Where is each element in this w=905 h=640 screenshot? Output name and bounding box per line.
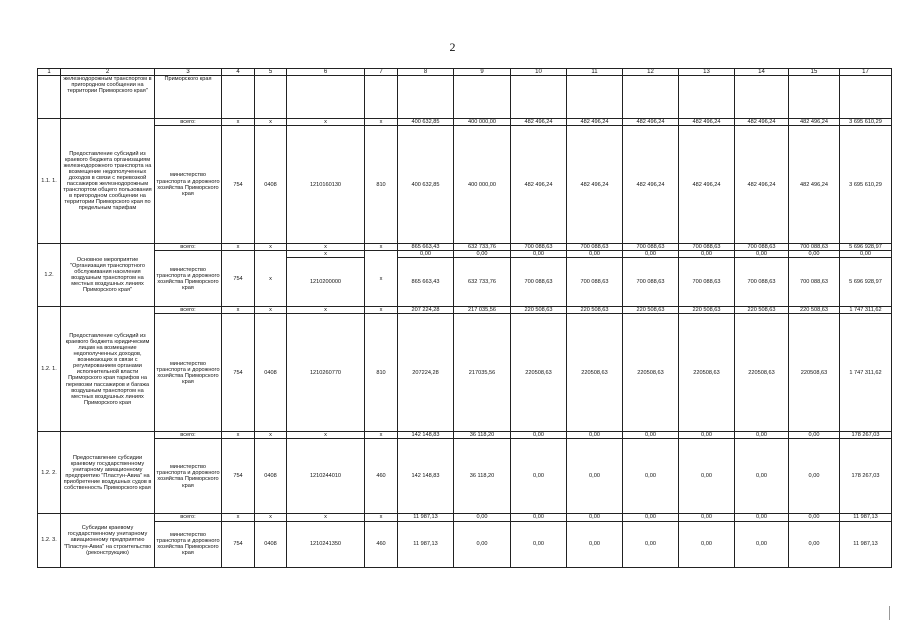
value-cell: 0,00: [789, 432, 840, 439]
value-cell: 400 000,00: [454, 126, 511, 244]
value-cell: 632 733,76: [454, 244, 511, 251]
value-cell: 700 088,63: [567, 258, 623, 307]
value-cell: 482 496,24: [679, 119, 735, 126]
row-id: 1.2. 3.: [38, 514, 61, 567]
value-cell: 3 695 610,29: [840, 119, 892, 126]
value-cell: 3 695 610,29: [840, 126, 892, 244]
cell-x: x: [365, 307, 398, 314]
code-cell: 754: [222, 521, 255, 567]
value-cell: 220508,63: [789, 314, 840, 432]
value-cell: 142 148,83: [398, 432, 454, 439]
table-row: [38, 119, 892, 126]
table-row: [38, 432, 892, 439]
executor-cell: министерство транспорта и дорожного хозяйства Приморского края: [155, 251, 222, 307]
row-id: 1.2. 1.: [38, 307, 61, 432]
value-cell: 482 496,24: [623, 119, 679, 126]
col-num: 12: [623, 69, 679, 76]
cell-empty: [287, 76, 365, 119]
total-label: всего:: [155, 432, 222, 439]
col-num: 11: [567, 69, 623, 76]
value-cell: 0,00: [623, 439, 679, 514]
value-cell: 36 118,20: [454, 439, 511, 514]
cell-empty: [623, 76, 679, 119]
col-num: 9: [454, 69, 511, 76]
cell-x: x: [287, 307, 365, 314]
value-cell: 700 088,63: [789, 258, 840, 307]
executor-cell: министерство транспорта и дорожного хозяйства Приморского края: [155, 126, 222, 244]
value-cell: 220 508,63: [511, 307, 567, 314]
code-cell: 1210160130: [287, 126, 365, 244]
value-cell: 0,00: [679, 514, 735, 521]
col-num: 7: [365, 69, 398, 76]
col-num: 6: [287, 69, 365, 76]
value-cell: 0,00: [623, 514, 679, 521]
col-num: 3: [155, 69, 222, 76]
value-cell: 220508,63: [567, 314, 623, 432]
value-cell: 0,00: [789, 521, 840, 567]
value-cell: 0,00: [735, 432, 789, 439]
value-cell: 0,00: [735, 521, 789, 567]
value-cell: 0,00: [735, 514, 789, 521]
value-cell: 865 663,43: [398, 244, 454, 251]
cell-x: x: [287, 244, 365, 251]
value-cell: 0,00: [735, 439, 789, 514]
value-cell: 700 088,63: [679, 258, 735, 307]
value-cell: 220 508,63: [567, 307, 623, 314]
value-cell: 0,00: [623, 521, 679, 567]
cell-x: x: [287, 119, 365, 126]
cell-empty: [365, 76, 398, 119]
value-cell: 700 088,63: [511, 258, 567, 307]
cell-x: x: [365, 244, 398, 251]
value-cell: 11 987,13: [840, 521, 892, 567]
code-cell: x: [255, 251, 287, 307]
cell-empty: [38, 76, 61, 119]
value-cell: 0,00: [567, 521, 623, 567]
value-cell: 400 000,00: [454, 119, 511, 126]
value-cell: 0,00: [840, 251, 892, 258]
total-label: всего:: [155, 514, 222, 521]
code-cell: 810: [365, 126, 398, 244]
value-cell: 482 496,24: [567, 126, 623, 244]
total-label: всего:: [155, 119, 222, 126]
col-num: 4: [222, 69, 255, 76]
cell-x: x: [255, 514, 287, 521]
cell-empty: [567, 76, 623, 119]
cell-x: x: [365, 432, 398, 439]
cell-x: x: [255, 432, 287, 439]
value-cell: 217035,56: [454, 314, 511, 432]
value-cell: 482 496,24: [679, 126, 735, 244]
value-cell: 865 663,43: [398, 258, 454, 307]
value-cell: 11 987,13: [398, 514, 454, 521]
cell-x: x: [222, 244, 255, 251]
scan-edge-mark: [889, 606, 890, 620]
value-cell: 482 496,24: [567, 119, 623, 126]
value-cell: 0,00: [679, 432, 735, 439]
row-name: Основное мероприятие "Организация транспортного обслуживания населения воздушным транспортом на местных воздушных линиях Приморского края": [61, 244, 155, 307]
cell-x: x: [287, 251, 365, 258]
value-cell: 36 118,20: [454, 432, 511, 439]
executor-cell: министерство транспорта и дорожного хозяйства Приморского края: [155, 521, 222, 567]
col-num: 8: [398, 69, 454, 76]
cell-empty: [255, 76, 287, 119]
value-cell: 0,00: [567, 514, 623, 521]
table-row: [38, 244, 892, 251]
col-num: 15: [789, 69, 840, 76]
col-num: 13: [679, 69, 735, 76]
column-number-row: [38, 69, 892, 76]
value-cell: 0,00: [511, 514, 567, 521]
value-cell: 482 496,24: [511, 126, 567, 244]
value-cell: 700 088,63: [623, 244, 679, 251]
executor-cell: министерство транспорта и дорожного хозяйства Приморского края: [155, 439, 222, 514]
value-cell: 482 496,24: [789, 126, 840, 244]
value-cell: 5 696 928,97: [840, 258, 892, 307]
col-num: 2: [61, 69, 155, 76]
table-row: [38, 514, 892, 521]
value-cell: 220508,63: [679, 314, 735, 432]
value-cell: 5 696 928,97: [840, 244, 892, 251]
value-cell: 217 035,56: [454, 307, 511, 314]
value-cell: 0,00: [454, 514, 511, 521]
value-cell: 482 496,24: [789, 119, 840, 126]
col-num: 5: [255, 69, 287, 76]
value-cell: 482 496,24: [623, 126, 679, 244]
cell-x: x: [255, 119, 287, 126]
code-cell: 1210260770: [287, 314, 365, 432]
row-name: Предоставление субсидий из краевого бюджета юридическим лицам на возмещение недополученных доходов, возникающих в связи с регулированием органами исполнительной власти Приморского края тарифов на перевозки пассажиров и багажа воздушным транспортом на местных воздушных линиях Приморского края: [61, 307, 155, 432]
value-cell: 220508,63: [623, 314, 679, 432]
value-cell: 0,00: [679, 251, 735, 258]
table-row: [38, 521, 892, 567]
value-cell: 207 224,28: [398, 307, 454, 314]
code-cell: 1210241350: [287, 521, 365, 567]
value-cell: 0,00: [679, 439, 735, 514]
code-cell: 0408: [255, 521, 287, 567]
value-cell: 0,00: [454, 251, 511, 258]
value-cell: 482 496,24: [735, 126, 789, 244]
value-cell: 0,00: [789, 514, 840, 521]
value-cell: 178 267,03: [840, 432, 892, 439]
value-cell: 482 496,24: [735, 119, 789, 126]
value-cell: 220508,63: [511, 314, 567, 432]
value-cell: 0,00: [511, 251, 567, 258]
cell-x: x: [222, 119, 255, 126]
value-cell: 700 088,63: [623, 258, 679, 307]
code-cell: 0408: [255, 314, 287, 432]
cell-x: x: [222, 432, 255, 439]
cell-x: x: [222, 514, 255, 521]
cell-x: x: [255, 244, 287, 251]
value-cell: 207224,28: [398, 314, 454, 432]
value-cell: 1 747 311,62: [840, 307, 892, 314]
code-cell: 0408: [255, 439, 287, 514]
cell-x: x: [365, 514, 398, 521]
row-name: Предоставление субсидии краевому государственному унитарному авиационному предприятию "Пластун-Авиа" на приобретение воздушных судов в собственность Приморского края: [61, 432, 155, 514]
code-cell: 460: [365, 439, 398, 514]
cell-x: x: [287, 514, 365, 521]
executor-cell: министерство транспорта и дорожного хозяйства Приморского края: [155, 314, 222, 432]
value-cell: 0,00: [511, 439, 567, 514]
value-cell: 700 088,63: [735, 258, 789, 307]
cell-empty: [840, 76, 892, 119]
col-num: 14: [735, 69, 789, 76]
value-cell: 0,00: [679, 521, 735, 567]
value-cell: 220 508,63: [735, 307, 789, 314]
page-number: 2: [449, 40, 456, 54]
value-cell: 0,00: [789, 251, 840, 258]
value-cell: 0,00: [398, 251, 454, 258]
col-num: 17: [840, 69, 892, 76]
value-cell: 11 987,13: [840, 514, 892, 521]
value-cell: 178 267,03: [840, 439, 892, 514]
code-cell: 460: [365, 521, 398, 567]
value-cell: 0,00: [567, 439, 623, 514]
row-id: 1.2.: [38, 244, 61, 307]
value-cell: 220 508,63: [789, 307, 840, 314]
cont-name: железнодорожным транспортом в пригородном сообщении на территории Приморского края": [61, 76, 155, 119]
value-cell: 700 088,63: [679, 244, 735, 251]
budget-table: [37, 68, 892, 568]
value-cell: 0,00: [567, 432, 623, 439]
table-row: [38, 439, 892, 514]
value-cell: 700 088,63: [735, 244, 789, 251]
value-cell: 0,00: [735, 251, 789, 258]
value-cell: 0,00: [454, 521, 511, 567]
value-cell: 400 632,85: [398, 119, 454, 126]
cont-executor: Приморского края: [155, 76, 222, 119]
value-cell: 482 496,24: [511, 119, 567, 126]
table-row: [38, 307, 892, 314]
value-cell: 220508,63: [735, 314, 789, 432]
code-cell: 1210200000: [287, 258, 365, 307]
code-cell: 754: [222, 126, 255, 244]
row-id: 1.1. 1.: [38, 119, 61, 244]
value-cell: 0,00: [789, 439, 840, 514]
cell-x: x: [287, 432, 365, 439]
code-cell: 0408: [255, 126, 287, 244]
table-row: [38, 314, 892, 432]
value-cell: 220 508,63: [623, 307, 679, 314]
value-cell: 0,00: [567, 251, 623, 258]
row-name: Предоставление субсидий из краевого бюджета организациям железнодорожного транспорта на возмещение недополученных доходов в связи с перевозкой пассажиров железнодорожным транспортом общего пользования в пригородном сообщении на территории Приморского края по предельным тарифам: [61, 119, 155, 244]
value-cell: 700 088,63: [511, 244, 567, 251]
code-cell: 754: [222, 439, 255, 514]
col-num: 1: [38, 69, 61, 76]
value-cell: 0,00: [623, 251, 679, 258]
row-name: Субсидии краевому государственному унитарному авиационному предприятию "Пластун-Авиа" на строительство (реконструкцию): [61, 514, 155, 567]
total-label: всего:: [155, 244, 222, 251]
row-id: 1.2. 2.: [38, 432, 61, 514]
cell-x: x: [365, 119, 398, 126]
table-row: [38, 126, 892, 244]
value-cell: 0,00: [623, 432, 679, 439]
cell-empty: [789, 76, 840, 119]
value-cell: 0,00: [511, 432, 567, 439]
cell-empty: [222, 76, 255, 119]
code-cell: 754: [222, 314, 255, 432]
cell-empty: [511, 76, 567, 119]
code-cell: 810: [365, 314, 398, 432]
cell-empty: [735, 76, 789, 119]
code-cell: 1210244010: [287, 439, 365, 514]
col-num: 10: [511, 69, 567, 76]
cell-x: x: [222, 307, 255, 314]
value-cell: 700 088,63: [567, 244, 623, 251]
code-cell: x: [365, 251, 398, 307]
value-cell: 1 747 311,62: [840, 314, 892, 432]
cell-empty: [398, 76, 454, 119]
cell-empty: [679, 76, 735, 119]
value-cell: 220 508,63: [679, 307, 735, 314]
total-label: всего:: [155, 307, 222, 314]
value-cell: 700 088,63: [789, 244, 840, 251]
value-cell: 400 632,85: [398, 126, 454, 244]
value-cell: 0,00: [511, 521, 567, 567]
value-cell: 142 148,83: [398, 439, 454, 514]
table-row: [38, 251, 892, 258]
cell-empty: [454, 76, 511, 119]
code-cell: 754: [222, 251, 255, 307]
continuation-row: [38, 76, 892, 119]
value-cell: 11 987,13: [398, 521, 454, 567]
value-cell: 632 733,76: [454, 258, 511, 307]
cell-x: x: [255, 307, 287, 314]
